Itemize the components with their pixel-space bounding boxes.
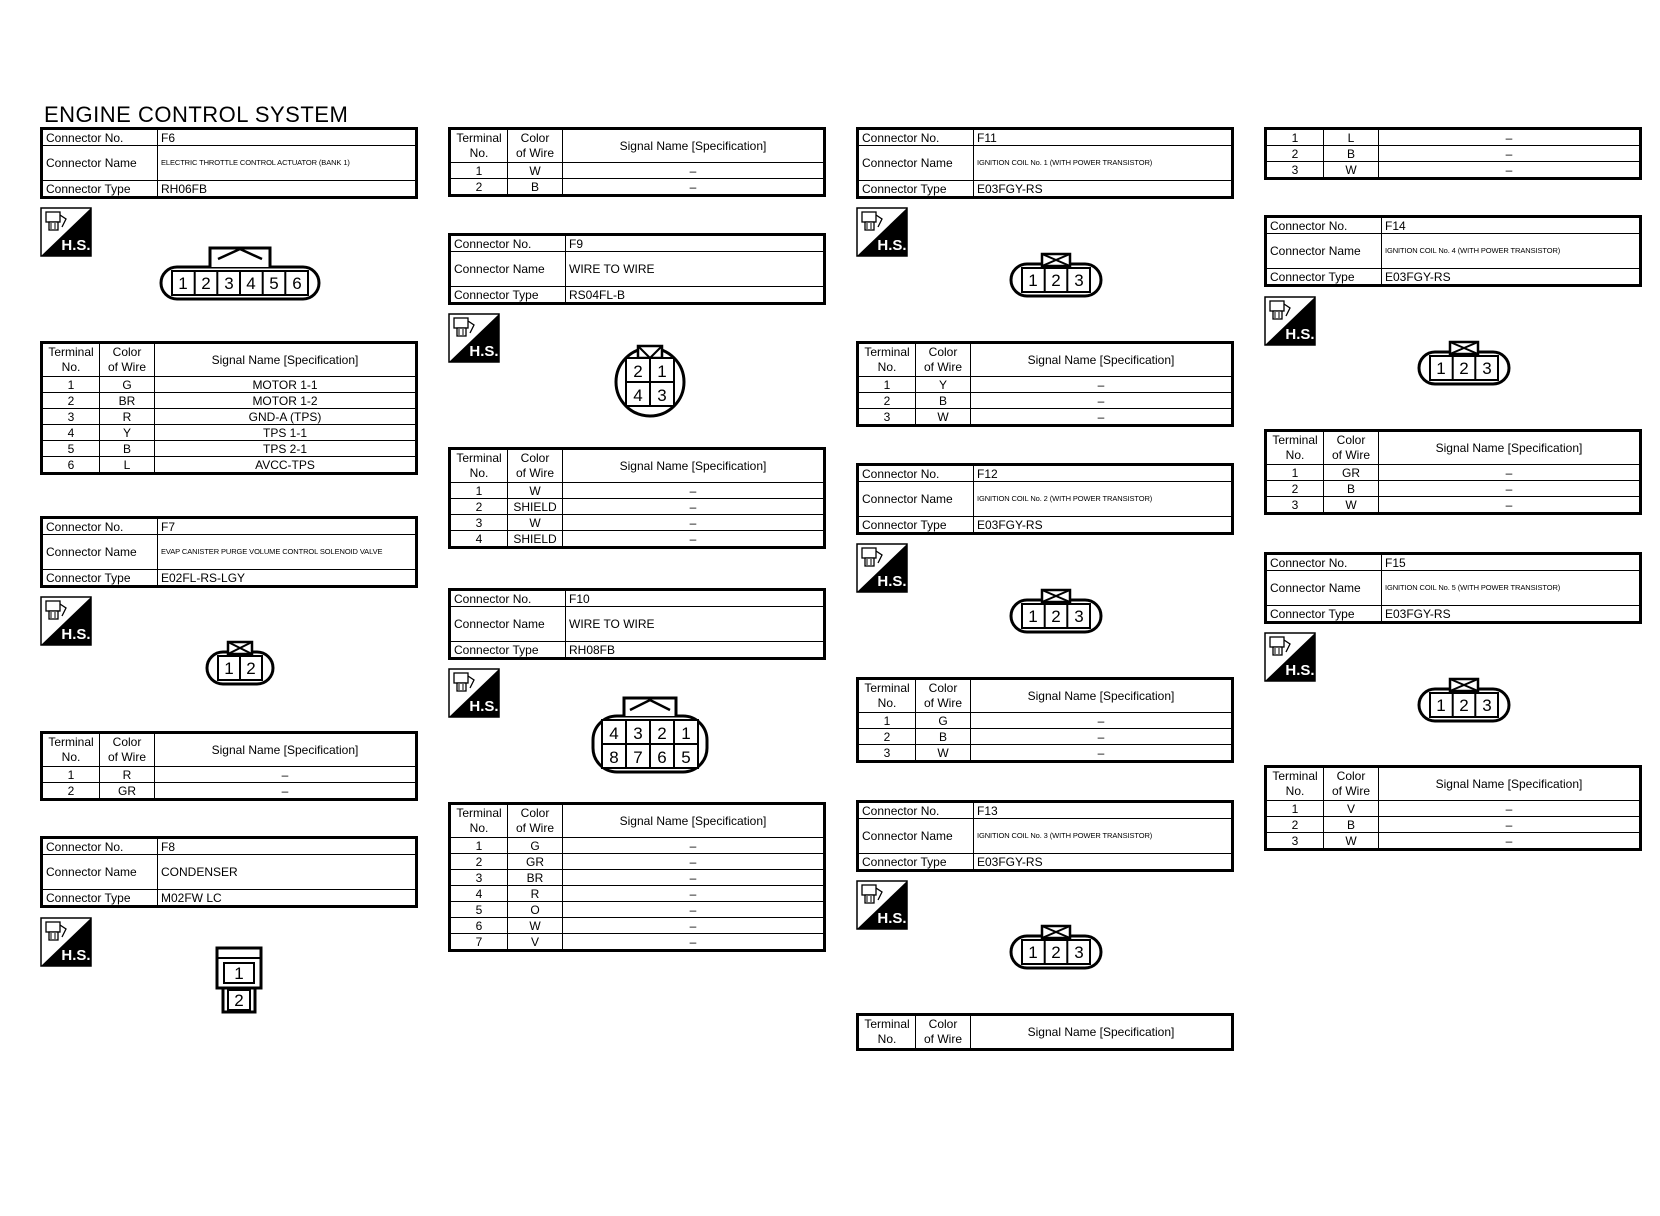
- pin-label: 4: [633, 386, 643, 405]
- pin-label: 4: [609, 724, 619, 743]
- terminal-table-f12: [856, 677, 1234, 763]
- connector-diagram-f12: [1008, 586, 1104, 636]
- connector-name-value: IGNITION COIL No. 4 (WITH POWER TRANSISTOR): [1382, 234, 1641, 269]
- connector-diagram-f11: [1008, 250, 1104, 300]
- pin-label: 1: [1436, 696, 1446, 715]
- table-row: 1 GR –: [1266, 465, 1641, 481]
- table-row: 1 V –: [1266, 801, 1641, 817]
- connector-type-label: Connector Type: [858, 854, 974, 871]
- terminal-table-f8: [448, 127, 826, 197]
- table-row: 2 B –: [1266, 817, 1641, 833]
- pin-label: 3: [1074, 271, 1084, 290]
- table-row: 1 Y –: [858, 377, 1233, 393]
- pin-label: 3: [1074, 943, 1084, 962]
- connector-diagram-f15: [1416, 675, 1512, 725]
- pin-label: 8: [609, 748, 619, 767]
- connector-no-value: F7: [158, 518, 417, 535]
- connector-no-value: F8: [158, 838, 417, 855]
- connector-name-value: IGNITION COIL No. 3 (WITH POWER TRANSISTOR): [974, 819, 1233, 854]
- color-header: Color of Wire: [1324, 431, 1379, 465]
- connector-type-label: Connector Type: [42, 570, 158, 587]
- connector-name-value: EVAP CANISTER PURGE VOLUME CONTROL SOLENOID VALVE: [158, 535, 417, 570]
- pin-label: 3: [1074, 607, 1084, 626]
- connector-name-label: Connector Name: [450, 607, 566, 642]
- connector-diagram-f8: [214, 945, 264, 1017]
- table-row: 1 G –: [450, 838, 825, 854]
- color-header: Color of Wire: [916, 1015, 971, 1050]
- color-header: Color of Wire: [508, 449, 563, 483]
- terminal-no-header: Terminal No.: [42, 733, 100, 767]
- terminal-table-f7: [40, 731, 418, 801]
- connector-no-label: Connector No.: [858, 802, 974, 819]
- connector-diagram-f13: [1008, 922, 1104, 972]
- harness-side-icon: [856, 880, 908, 930]
- table-row: 3 R GND-A (TPS): [42, 409, 417, 425]
- table-row: 4 Y TPS 1-1: [42, 425, 417, 441]
- color-header: Color of Wire: [916, 343, 971, 377]
- connector-name-label: Connector Name: [450, 252, 566, 287]
- connector-type-label: Connector Type: [858, 181, 974, 198]
- connector-diagram-f10: [590, 694, 710, 776]
- connector-name-label: Connector Name: [1266, 234, 1382, 269]
- connector-info-f8: [40, 836, 418, 908]
- table-row: 1 R –: [42, 767, 417, 783]
- terminal-no-header: Terminal No.: [450, 449, 508, 483]
- terminal-no-header: Terminal No.: [450, 804, 508, 838]
- connector-name-label: Connector Name: [858, 482, 974, 517]
- connector-type-value: E03FGY-RS: [1382, 269, 1641, 286]
- signal-name-header: Signal Name [Specification]: [971, 1015, 1233, 1050]
- pin-label: 5: [269, 274, 279, 293]
- pin-label: 1: [234, 964, 244, 983]
- pin-label: 6: [292, 274, 302, 293]
- pin-label: 2: [1051, 943, 1061, 962]
- connector-info-f12: [856, 463, 1234, 535]
- table-row: 3 W –: [450, 515, 825, 531]
- pin-label: 2: [1051, 271, 1061, 290]
- connector-name-value: WIRE TO WIRE: [566, 607, 825, 642]
- connector-info-f7: [40, 516, 418, 588]
- harness-side-icon: [856, 207, 908, 257]
- signal-name-header: Signal Name [Specification]: [155, 733, 417, 767]
- signal-name-header: Signal Name [Specification]: [563, 129, 825, 163]
- connector-type-value: E02FL-RS-LGY: [158, 570, 417, 587]
- signal-name-header: Signal Name [Specification]: [155, 343, 417, 377]
- connector-no-label: Connector No.: [450, 590, 566, 607]
- connector-type-value: M02FW LC: [158, 890, 417, 907]
- pin-label: 7: [633, 748, 643, 767]
- table-row: 2 B –: [1266, 146, 1641, 162]
- harness-side-icon: [1264, 632, 1316, 682]
- table-row: 1 W –: [450, 483, 825, 499]
- connector-no-value: F15: [1382, 554, 1641, 571]
- connector-name-value: WIRE TO WIRE: [566, 252, 825, 287]
- harness-side-icon: [40, 917, 92, 967]
- color-header: Color of Wire: [1324, 767, 1379, 801]
- terminal-no-header: Terminal No.: [1266, 767, 1324, 801]
- terminal-table-f13-header: [856, 1013, 1234, 1051]
- pin-label: 1: [1028, 607, 1038, 626]
- connector-name-value: ELECTRIC THROTTLE CONTROL ACTUATOR (BANK 1): [158, 146, 417, 181]
- pin-label: 2: [657, 724, 667, 743]
- color-header: Color of Wire: [916, 679, 971, 713]
- connector-info-f14: [1264, 215, 1642, 287]
- connector-type-label: Connector Type: [1266, 269, 1382, 286]
- terminal-table-f10: [448, 802, 826, 952]
- table-row: 6 L AVCC-TPS: [42, 457, 417, 474]
- connector-info-f6: [40, 127, 418, 199]
- connector-diagram-f6: [158, 243, 322, 303]
- connector-type-value: RH08FB: [566, 642, 825, 659]
- table-row: 1 G –: [858, 713, 1233, 729]
- connector-type-value: E03FGY-RS: [974, 854, 1233, 871]
- connector-type-value: RS04FL-B: [566, 287, 825, 304]
- table-row: 3 W –: [1266, 497, 1641, 514]
- pin-label: 2: [1459, 696, 1469, 715]
- connector-no-label: Connector No.: [858, 465, 974, 482]
- signal-name-header: Signal Name [Specification]: [971, 679, 1233, 713]
- connector-type-label: Connector Type: [42, 181, 158, 198]
- connector-no-label: Connector No.: [1266, 217, 1382, 234]
- connector-type-label: Connector Type: [858, 517, 974, 534]
- signal-name-header: Signal Name [Specification]: [971, 343, 1233, 377]
- page-title: ENGINE CONTROL SYSTEM: [44, 102, 349, 127]
- table-row: 3 W –: [858, 409, 1233, 426]
- connector-no-value: F13: [974, 802, 1233, 819]
- pin-label: 1: [178, 274, 188, 293]
- table-row: 2 GR –: [42, 783, 417, 800]
- connector-name-label: Connector Name: [1266, 571, 1382, 606]
- connector-info-f11: [856, 127, 1234, 199]
- pin-label: 2: [1051, 607, 1061, 626]
- pin-label: 3: [1482, 696, 1492, 715]
- connector-type-label: Connector Type: [450, 642, 566, 659]
- table-row: 3 BR –: [450, 870, 825, 886]
- connector-info-f10: [448, 588, 826, 660]
- terminal-table-f11: [856, 341, 1234, 427]
- signal-name-header: Signal Name [Specification]: [1379, 767, 1641, 801]
- table-row: 2 B –: [450, 179, 825, 196]
- pin-label: 2: [633, 362, 643, 381]
- terminal-table-f15: [1264, 765, 1642, 851]
- table-row: 1 G MOTOR 1-1: [42, 377, 417, 393]
- color-header: Color of Wire: [100, 343, 155, 377]
- pin-label: 4: [246, 274, 256, 293]
- terminal-no-header: Terminal No.: [42, 343, 100, 377]
- pin-label: 5: [681, 748, 691, 767]
- color-header: Color of Wire: [508, 129, 563, 163]
- connector-type-label: Connector Type: [450, 287, 566, 304]
- pin-label: 3: [224, 274, 234, 293]
- harness-side-icon: [40, 207, 92, 257]
- table-row: 4 SHIELD –: [450, 531, 825, 548]
- table-row: 2 GR –: [450, 854, 825, 870]
- terminal-no-header: Terminal No.: [1266, 431, 1324, 465]
- table-row: 2 B –: [858, 729, 1233, 745]
- table-row: 3 W –: [1266, 162, 1641, 179]
- connector-no-label: Connector No.: [450, 235, 566, 252]
- connector-name-label: Connector Name: [42, 855, 158, 890]
- table-row: 2 BR MOTOR 1-2: [42, 393, 417, 409]
- connector-info-f9: [448, 233, 826, 305]
- pin-label: 1: [1028, 943, 1038, 962]
- connector-name-label: Connector Name: [42, 535, 158, 570]
- table-row: 3 W –: [1266, 833, 1641, 850]
- connector-no-value: F6: [158, 129, 417, 146]
- connector-info-f15: [1264, 552, 1642, 624]
- signal-name-header: Signal Name [Specification]: [563, 449, 825, 483]
- connector-diagram-f9: [612, 342, 688, 418]
- connector-diagram-f14: [1416, 338, 1512, 388]
- signal-name-header: Signal Name [Specification]: [563, 804, 825, 838]
- connector-no-label: Connector No.: [42, 518, 158, 535]
- table-row: 5 O –: [450, 902, 825, 918]
- table-row: 4 R –: [450, 886, 825, 902]
- connector-no-label: Connector No.: [42, 129, 158, 146]
- pin-label: 2: [201, 274, 211, 293]
- connector-no-value: F11: [974, 129, 1233, 146]
- pin-label: 1: [1028, 271, 1038, 290]
- connector-name-value: IGNITION COIL No. 1 (WITH POWER TRANSISTOR): [974, 146, 1233, 181]
- table-row: 1 W –: [450, 163, 825, 179]
- pin-label: 3: [633, 724, 643, 743]
- harness-side-icon: [856, 543, 908, 593]
- terminal-table-f13-rows: [1264, 127, 1642, 180]
- pin-label: 1: [657, 362, 667, 381]
- connector-type-value: E03FGY-RS: [1382, 606, 1641, 623]
- terminal-table-f14: [1264, 429, 1642, 515]
- pin-label: 2: [246, 659, 256, 678]
- pin-label: 2: [1459, 359, 1469, 378]
- table-row: 2 SHIELD –: [450, 499, 825, 515]
- harness-side-icon: [40, 596, 92, 646]
- connector-name-label: Connector Name: [858, 146, 974, 181]
- connector-type-value: RH06FB: [158, 181, 417, 198]
- connector-no-value: F14: [1382, 217, 1641, 234]
- pin-label: 1: [1436, 359, 1446, 378]
- harness-side-icon: [1264, 296, 1316, 346]
- connector-name-label: Connector Name: [42, 146, 158, 181]
- table-row: 3 W –: [858, 745, 1233, 762]
- terminal-no-header: Terminal No.: [858, 1015, 916, 1050]
- connector-type-label: Connector Type: [42, 890, 158, 907]
- table-row: 2 B –: [858, 393, 1233, 409]
- harness-side-icon: [448, 313, 500, 363]
- terminal-no-header: Terminal No.: [858, 679, 916, 713]
- connector-name-value: CONDENSER: [158, 855, 417, 890]
- connector-name-value: IGNITION COIL No. 5 (WITH POWER TRANSISTOR): [1382, 571, 1641, 606]
- table-row: 7 V –: [450, 934, 825, 951]
- table-row: 2 B –: [1266, 481, 1641, 497]
- connector-no-value: F10: [566, 590, 825, 607]
- connector-info-f13: [856, 800, 1234, 872]
- connector-diagram-f7: [204, 638, 276, 688]
- connector-no-value: F9: [566, 235, 825, 252]
- pin-label: 6: [657, 748, 667, 767]
- connector-type-value: E03FGY-RS: [974, 517, 1233, 534]
- connector-name-label: Connector Name: [858, 819, 974, 854]
- signal-name-header: Signal Name [Specification]: [1379, 431, 1641, 465]
- connector-no-label: Connector No.: [42, 838, 158, 855]
- terminal-table-f6: [40, 341, 418, 475]
- connector-name-value: IGNITION COIL No. 2 (WITH POWER TRANSISTOR): [974, 482, 1233, 517]
- connector-type-value: E03FGY-RS: [974, 181, 1233, 198]
- terminal-no-header: Terminal No.: [858, 343, 916, 377]
- terminal-no-header: Terminal No.: [450, 129, 508, 163]
- connector-no-label: Connector No.: [858, 129, 974, 146]
- harness-side-icon: [448, 668, 500, 718]
- connector-type-label: Connector Type: [1266, 606, 1382, 623]
- table-row: 5 B TPS 2-1: [42, 441, 417, 457]
- table-row: 6 W –: [450, 918, 825, 934]
- pin-label: 1: [224, 659, 234, 678]
- color-header: Color of Wire: [508, 804, 563, 838]
- color-header: Color of Wire: [100, 733, 155, 767]
- terminal-table-f9: [448, 447, 826, 549]
- pin-label: 3: [657, 386, 667, 405]
- pin-label: 3: [1482, 359, 1492, 378]
- pin-label: 2: [234, 991, 244, 1010]
- pin-label: 1: [681, 724, 691, 743]
- table-row: 1 L –: [1266, 129, 1641, 146]
- connector-no-label: Connector No.: [1266, 554, 1382, 571]
- connector-no-value: F12: [974, 465, 1233, 482]
